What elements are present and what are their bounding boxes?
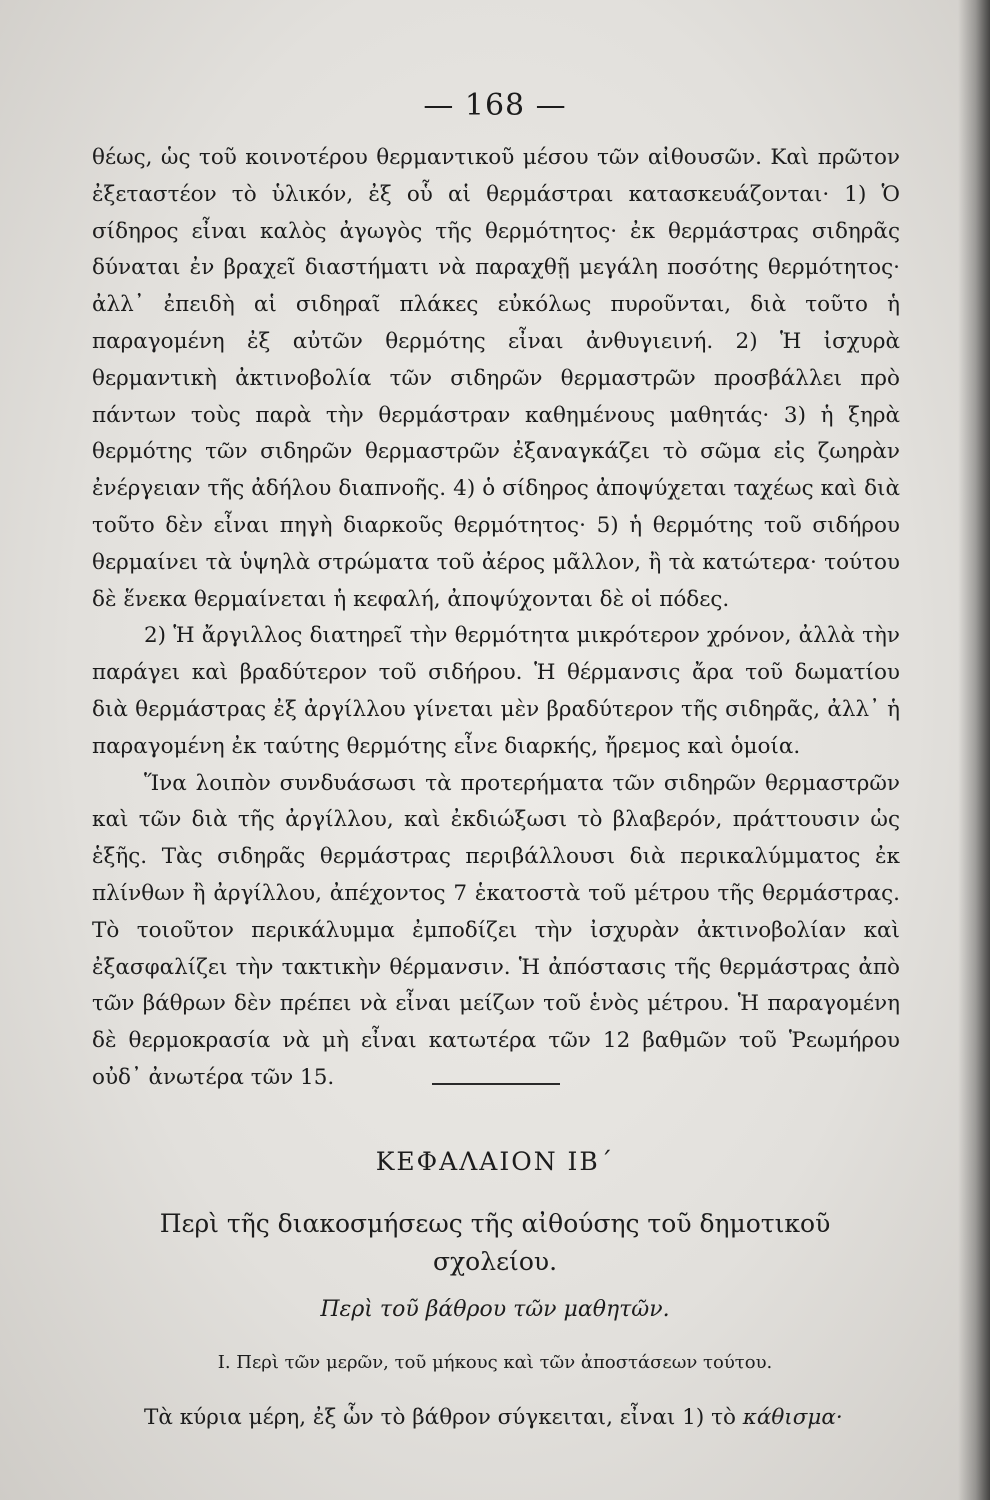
- body-text: [92, 140, 900, 1097]
- last-paragraph-emphasis: κάθισμα·: [742, 1405, 843, 1430]
- paragraph-2: 2) Ἡ ἄργιλλος διατηρεῖ τὴν θερμότητα μικρότερον χρόνον, ἀλλὰ τὴν παράγει καὶ βραδύτερον τοῦ σιδήρου. Ἡ θέρμανσις ἄρα τοῦ δωματίου διὰ θερμάστρας ἐξ ἀργίλλου γίνεται μὲν βραδύτερον τῆς σιδηρᾶς, ἀλλ᾽ ἡ παραγομένη ἐκ ταύτης θερμότης εἶνε διαρκής, ἤρεμος καὶ ὁμοία.: [92, 623, 900, 759]
- page-number: — 168 —: [423, 88, 567, 123]
- numbered-heading: Ι. Περὶ τῶν μερῶν, τοῦ μήκους καὶ τῶν ἀποστάσεων τούτου.: [217, 1352, 773, 1373]
- section-title: Περὶ τῆς διακοσμήσεως τῆς αἰθούσης τοῦ δημοτικοῦ σχολείου.: [159, 1209, 831, 1276]
- page-edge-shadow: [958, 0, 990, 1500]
- paragraph-3: Ἵνα λοιπὸν συνδυάσωσι τὰ προτερήματα τῶν σιδηρῶν θερμαστρῶν καὶ τῶν διὰ τῆς ἀργίλλου, καὶ ἐκδιώξωσι τὸ βλαβερόν, πράττουσιν ὡς ἑξῆς. Τὰς σιδηρᾶς θερμάστρας περιβάλλουσι διὰ περικαλύμματος ἐκ πλίνθων ἢ ἀργίλλου, ἀπέχοντος 7 ἑκατοστὰ τοῦ μέτρου τῆς θερμάστρας. Τὸ τοιοῦτον περικάλυμμα ἐμποδίζει τὴν ἰσχυρὰν ἀκτινοβολίαν καὶ ἐξασφαλίζει τὴν τακτικὴν θέρμανσιν. Ἡ ἀπόστασις τῆς θερμάστρας ἀπὸ τῶν βάθρων δὲν πρέπει νὰ εἶναι μείζων τοῦ ἑνὸς μέτρου. Ἡ παραγομένη δὲ θερμοκρασία νὰ μὴ εἶναι κατωτέρα τῶν 12 βαθμῶν τοῦ Ῥεωμήρου οὐδ᾽ ἀνωτέρα τῶν 15.: [92, 770, 900, 1090]
- last-paragraph: [92, 1400, 900, 1436]
- subsection-title: Περὶ τοῦ βάθρου τῶν μαθητῶν.: [320, 1297, 670, 1322]
- chapter-heading: ΚΕΦΑΛΑΙΟΝ ΙΒ΄: [375, 1147, 615, 1176]
- section-divider: [432, 1083, 560, 1085]
- paragraph-1: θέως, ὡς τοῦ κοινοτέρου θερμαντικοῦ μέσου τῶν αἰθουσῶν. Καὶ πρῶτον ἐξεταστέον τὸ ὑλικόν, ἐξ οὗ αἱ θερμάστραι κατασκευάζονται· 1) Ὁ σίδηρος εἶναι καλὸς ἀγωγὸς τῆς θερμότητος· ἐκ θερμάστρας σιδηρᾶς δύναται ἐν βραχεῖ διαστήματι νὰ παραχθῇ μεγάλη ποσότης θερμότητος· ἀλλ᾽ ἐπειδὴ αἱ σιδηραῖ πλάκες εὐκόλως πυροῦνται, διὰ τοῦτο ἡ παραγομένη ἐξ αὐτῶν θερμότης εἶναι ἀνθυγιεινή. 2) Ἡ ἰσχυρὰ θερμαντικὴ ἀκτινοβολία τῶν σιδηρῶν θερμαστρῶν προσβάλλει πρὸ πάντων τοὺς παρὰ τὴν θερμάστραν καθημένους μαθητάς· 3) ἡ ξηρὰ θερμότης τῶν σιδηρῶν θερμαστρῶν ἐξαναγκάζει τὸ σῶμα εἰς ζωηρὰν ἐνέργειαν τῆς ἀδήλου διαπνοῆς. 4) ὁ σίδηρος ἀποψύχεται ταχέως καὶ διὰ τοῦτο δὲν εἶναι πηγὴ διαρκοῦς θερμότητος· 5) ἡ θερμότης τοῦ σιδήρου θερμαίνει τὰ ὑψηλὰ στρώματα τοῦ ἀέρος μᾶλλον, ἢ τὰ κατώτερα· τούτου δὲ ἕνεκα θερμαίνεται ἡ κεφαλή, ἀποψύχονται δὲ οἱ πόδες.: [92, 145, 900, 612]
- last-paragraph-text: Τὰ κύρια μέρη, ἐξ ὧν τὸ βάθρον σύγκειται, εἶναι 1) τὸ: [144, 1405, 736, 1430]
